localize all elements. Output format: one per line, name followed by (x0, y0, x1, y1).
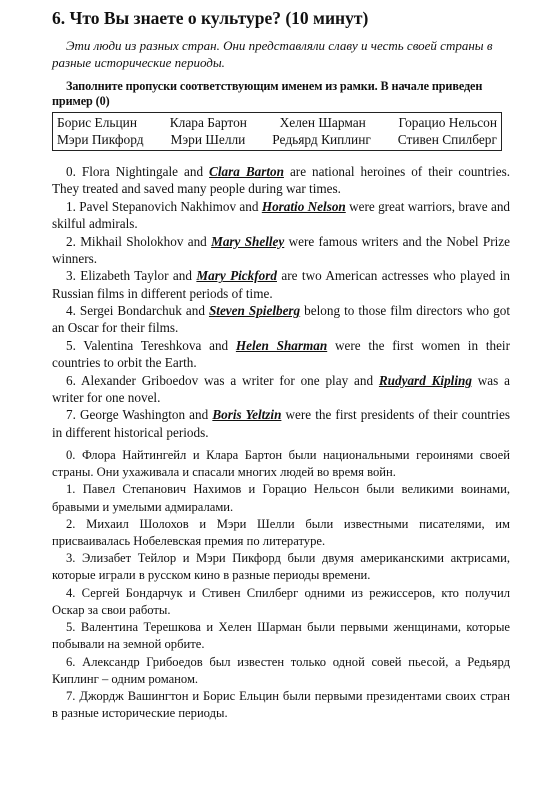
english-sentence: 6. Alexander Griboedov was a writer for one play and Rudyard Kipling was a writer for one novel. (52, 372, 510, 405)
name-box (52, 112, 502, 151)
name-option: Горацио Нельсон (398, 115, 497, 130)
answer-name: Mary Shelley (211, 233, 285, 249)
russian-sentence: 4. Сергей Бондарчук и Стивен Спилберг одними из режиссеров, кто получил Оскар за свои работы. (52, 585, 510, 617)
exercise-intro: Эти люди из разных стран. Они представляли славу и честь своей страны в разные исторические периоды. (52, 38, 493, 70)
answer-name: Steven Spielberg (208, 303, 301, 319)
russian-sentence: 2. Михаил Шолохов и Мэри Шелли были известными писателями, им присваивалась Нобелевская премия по литературе. (52, 516, 510, 549)
russian-sentence: 0. Флора Найтингейл и Клара Бартон были национальными героинями своей страны. Они ухаживала и спасали многих людей во время войн. (52, 448, 510, 480)
name-box-row-2 (57, 131, 497, 148)
russian-sentence: 3. Элизабет Тейлор и Мэри Пикфорд были двумя американскими актрисами, которые играли в русском кино в разные периоды времени. (52, 551, 510, 583)
english-sentences (52, 163, 510, 441)
name-option: Редьярд Киплинг (272, 132, 371, 147)
russian-sentence: 1. Павел Степанович Нахимов и Горацио Нельсон были великими воинами, бравыми и умелыми адмиралами. (52, 482, 510, 514)
exercise-instruction: Заполните пропуски соответствующим именем из рамки. В начале приведен пример (0) (52, 79, 483, 108)
russian-sentence: 6. Александр Грибоедов был известен только одной совей пьесой, а Редьярд Киплинг – одним романом. (52, 654, 510, 686)
name-box-row-1 (57, 114, 497, 131)
answer-name: Horatio Nelson (261, 198, 346, 214)
name-option: Мэри Шелли (170, 132, 246, 147)
english-sentence: 4. Sergei Bondarchuk and Steven Spielberg belong to those film directors who got an Oscar for their films. (52, 303, 510, 336)
english-sentence: 7. George Washington and Boris Yeltzin were the first presidents of their countries in different historical periods. (52, 407, 511, 440)
english-sentence: 2. Mikhail Sholokhov and Mary Shelley were famous writers and the Nobel Prize winners. (52, 233, 510, 266)
answer-name: Boris Yeltzin (212, 407, 282, 423)
russian-sentence: 5. Валентина Терешкова и Хелен Шарман были первыми женщинами, которые побывали на земной орбите. (52, 620, 510, 652)
english-sentence: 3. Elizabeth Taylor and Mary Pickford are two American actresses who played in Russian films in different periods of time. (52, 268, 510, 301)
english-sentence: 1. Pavel Stepanovich Nakhimov and Horatio Nelson were great warriors, brave and skilful admirals. (52, 198, 511, 232)
answer-name: Helen Sharman (235, 337, 328, 353)
name-option: Борис Ельцин (57, 115, 138, 130)
answer-name: Mary Pickford (196, 268, 277, 284)
english-sentence: 5. Valentina Tereshkova and Helen Sharman were the first women in their countries to orbit the Earth. (52, 337, 510, 371)
name-option: Клара Бартон (169, 115, 247, 130)
russian-sentence: 7. Джордж Вашингтон и Борис Ельцин были первыми президентами своих стран в разные исторические периоды. (52, 688, 510, 721)
answer-name: Clara Barton (209, 164, 284, 179)
name-option: Мэри Пикфорд (57, 132, 144, 147)
answer-name: Rudyard Kipling (378, 372, 472, 388)
name-option: Стивен Спилберг (397, 132, 497, 147)
exercise-title: 6. Что Вы знаете о культуре? (10 минут) (52, 8, 369, 28)
russian-translation (52, 447, 510, 722)
name-option: Хелен Шарман (279, 115, 366, 130)
english-sentence: 0. Flora Nightingale and Clara Barton are national heroines of their countries. They treated and saved many people during war times. (52, 164, 511, 197)
